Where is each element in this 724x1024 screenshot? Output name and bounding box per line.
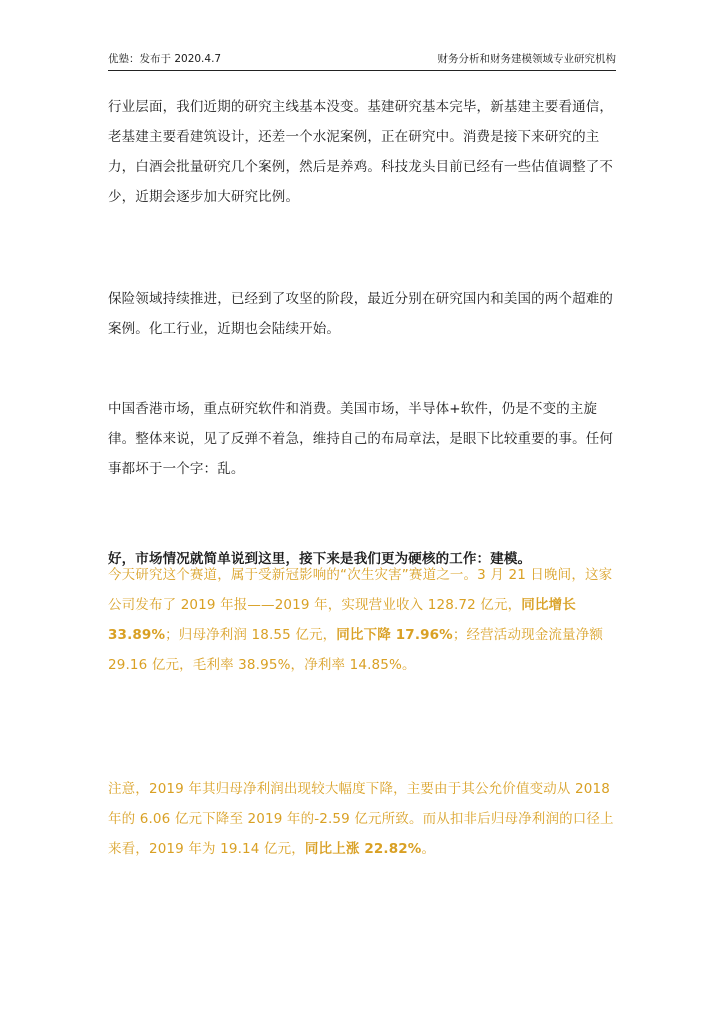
annual-report-text-3: ；经营活动现金流量净额 29.16 亿元，毛利率 38.95%，净利率 14.85%。: [108, 627, 604, 673]
adjusted-profit-growth-highlight: 同比上涨 22.82%: [304, 841, 422, 857]
paragraph-annual-report: [108, 560, 618, 680]
paragraph-markets: 中国香港市场，重点研究软件和消费。美国市场，半导体+软件，仍是不变的主旋律。整体来说，见了反弹不着急，维持自己的布局章法，是眼下比较重要的事。任何事都坏于一个字：乱。: [108, 401, 614, 477]
header-org-tagline: 财务分析和财务建模领域专业研究机构: [437, 53, 616, 65]
paragraph-profit-note: [108, 774, 618, 864]
annual-report-text-1: 今天研究这个赛道，属于受新冠影响的“次生灾害”赛道之一。3 月 21 日晚间，这家公司发布了 2019 年报——2019 年，实现营业收入 128.72 亿元，: [108, 567, 613, 613]
header-publish-info: 优塾：发布于 2020.4.7: [108, 53, 222, 65]
paragraph-industry-focus: 行业层面，我们近期的研究主线基本没变。基建研究基本完毕，新基建主要看通信，老基建主要看建筑设计，还差一个水泥案例，正在研究中。消费是接下来研究的主力，白酒会批量研究几个案例，然后是养鸡。科技龙头目前已经有一些估值调整了不少，近期会逐步加大研究比例。: [108, 99, 614, 205]
paragraph-transition: 好，市场情况就简单说到这里，接下来是我们更为硬核的工作：建模。: [108, 551, 532, 567]
revenue-growth-highlight: 同比增长 33.89%: [108, 597, 576, 643]
profit-note-text-2: 。: [421, 841, 436, 857]
page-header: [108, 52, 616, 71]
annual-report-text-2: ；归母净利润 18.55 亿元，: [165, 627, 337, 643]
paragraph-insurance: 保险领域持续推进，已经到了攻坚的阶段，最近分别在研究国内和美国的两个超难的案例。化工行业，近期也会陆续开始。: [108, 291, 614, 337]
profit-note-text-1: 注意，2019 年其归母净利润出现较大幅度下降，主要由于其公允价值变动从 2018 年的 6.06 亿元下降至 2019 年的-2.59 亿元所致。而从扣非后归母净利润的口径上来看，2019 年为 19.14 亿元，: [108, 781, 614, 857]
profit-decline-highlight: 同比下降 17.96%: [336, 627, 453, 643]
